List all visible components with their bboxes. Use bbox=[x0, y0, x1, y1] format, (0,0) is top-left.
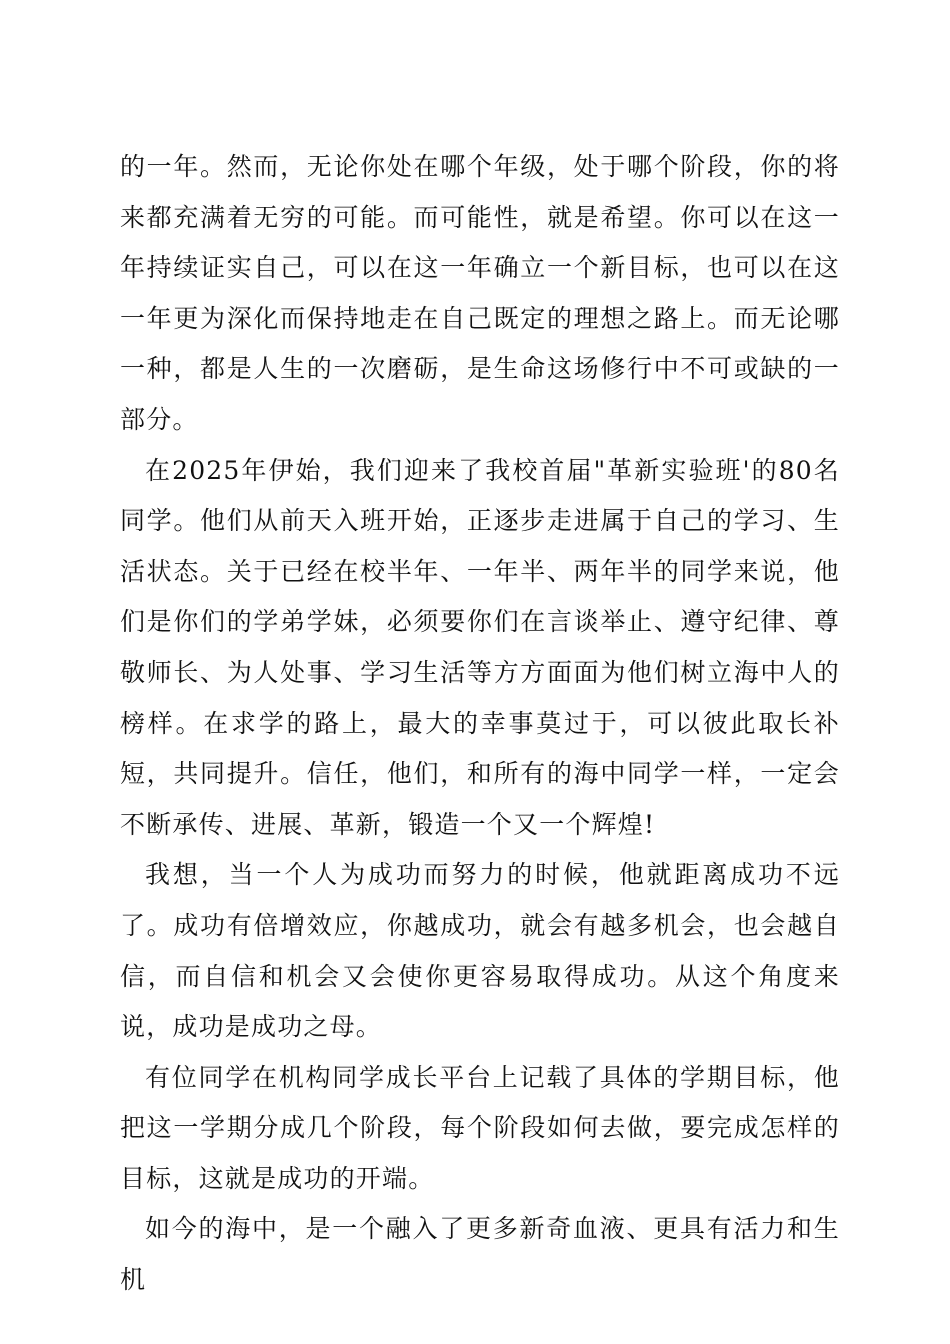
paragraph-3: 我想，当一个人为成功而努力的时候，他就距离成功不远了。成功有倍增效应，你越成功，就会有越多机会，也会越自信，而自信和机会又会使你更容易取得成功。从这个角度来说，成功是成功之母。 bbox=[120, 860, 840, 1042]
paragraph-1: 的一年。然而，无论你处在哪个年级，处于哪个阶段，你的将来都充满着无穷的可能。而可能性，就是希望。你可以在这一年持续证实自己，可以在这一年确立一个新目标，也可以在这一年更为深化而保持地走在自己既定的理想之路上。而无论哪一种，都是人生的一次磨砺，是生命这场修行中不可或缺的一部分。 bbox=[120, 152, 840, 434]
paragraph-2: 在2025年伊始，我们迎来了我校首届"革新实验班'的80名同学。他们从前天入班开始，正逐步走进属于自己的学习、生活状态。关于已经在校半年、一年半、两年半的同学来说，他们是你们的学弟学妹，必须要你们在言谈举止、遵守纪律、尊敬师长、为人处事、学习生活等方方面面为他们树立海中人的榜样。在求学的路上，最大的幸事莫过于，可以彼此取长补短，共同提升。信任，他们，和所有的海中同学一样，一定会不断承传、进展、革新，锻造一个又一个辉煌! bbox=[120, 455, 840, 839]
paragraph-5: 如今的海中，是一个融入了更多新奇血液、更具有活力和生机 bbox=[120, 1214, 840, 1295]
paragraph-4: 有位同学在机构同学成长平台上记载了具体的学期目标，他把这一学期分成几个阶段，每个阶段如何去做，要完成怎样的目标，这就是成功的开端。 bbox=[120, 1062, 840, 1193]
document-page bbox=[120, 142, 840, 1306]
